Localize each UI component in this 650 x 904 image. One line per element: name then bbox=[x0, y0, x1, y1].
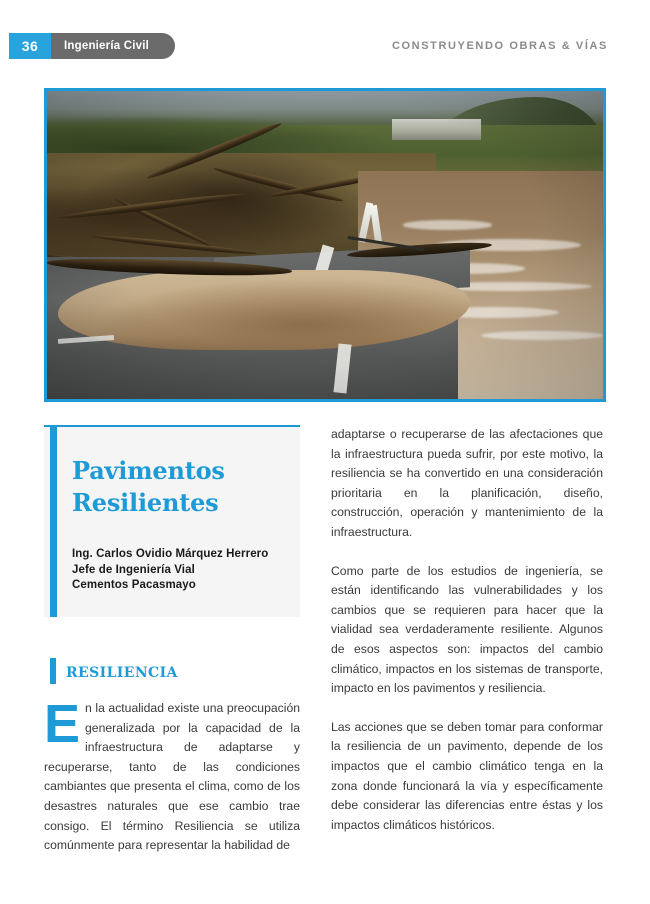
right-column bbox=[331, 425, 603, 835]
author-name: Ing. Carlos Ovidio Márquez Herrero bbox=[72, 548, 269, 560]
article-title-line-1: Pavimentos bbox=[72, 456, 225, 485]
author-role: Jefe de Ingeniería Vial bbox=[72, 563, 195, 576]
article-photo bbox=[44, 88, 606, 402]
section-heading bbox=[44, 661, 300, 685]
body-paragraph: Como parte de los estudios de ingeniería, se están identificando las vulnerabilidades y los cambios que se requieren para hacer que la vialidad sea verdaderamente resiliente. Algunos de esos aspectos son: impactos del cambio climático, impactos en los sistemas de transporte, impacto en los pavimentos y resiliencia. bbox=[331, 563, 603, 696]
article-title-line-2: Resilientes bbox=[72, 488, 219, 517]
page-title bbox=[72, 455, 286, 519]
left-column bbox=[44, 425, 300, 856]
page-header bbox=[0, 33, 650, 59]
section-heading-label: RESILIENCIA bbox=[66, 665, 178, 681]
body-paragraph: Las acciones que se deben tomar para conformar la resiliencia de un pavimento, depende de los impactos que el cambio climático tenga en la zona donde funcionará la vía y específicamente debe considerar las diferencias entre éstas y los impactos climáticos históricos. bbox=[331, 719, 603, 832]
photo-illustration bbox=[47, 91, 603, 399]
lead-paragraph-text: n la actualidad existe una preocupación generalizada por la capacidad de la infraestructura de adaptarse y recuperarse, tanto de las condiciones cambiantes que presenta el clima, como de los desastres naturales que ese cambio trae consigo. El término Resiliencia se utiliza comúnmente para representar la habilidad de bbox=[44, 701, 300, 853]
body-paragraph: adaptarse o recuperarse de las afectaciones que la infraestructura pueda sufrir, por este motivo, la resiliencia se ha convertido en una consideración prioritaria en la planificación, diseño, construcción, operación y mantenimiento de la infraestructura. bbox=[331, 427, 603, 539]
byline bbox=[72, 547, 286, 594]
publication-title: CONSTRUYENDO OBRAS & VÍAS bbox=[391, 40, 608, 52]
photo-vignette bbox=[47, 91, 603, 399]
author-company: Cementos Pacasmayo bbox=[72, 579, 196, 591]
lead-paragraph bbox=[44, 694, 300, 856]
drop-cap: E bbox=[44, 694, 81, 754]
page-number-badge: 36 bbox=[9, 33, 51, 59]
title-panel bbox=[44, 425, 300, 617]
section-tab: Ingeniería Civil bbox=[51, 33, 175, 59]
